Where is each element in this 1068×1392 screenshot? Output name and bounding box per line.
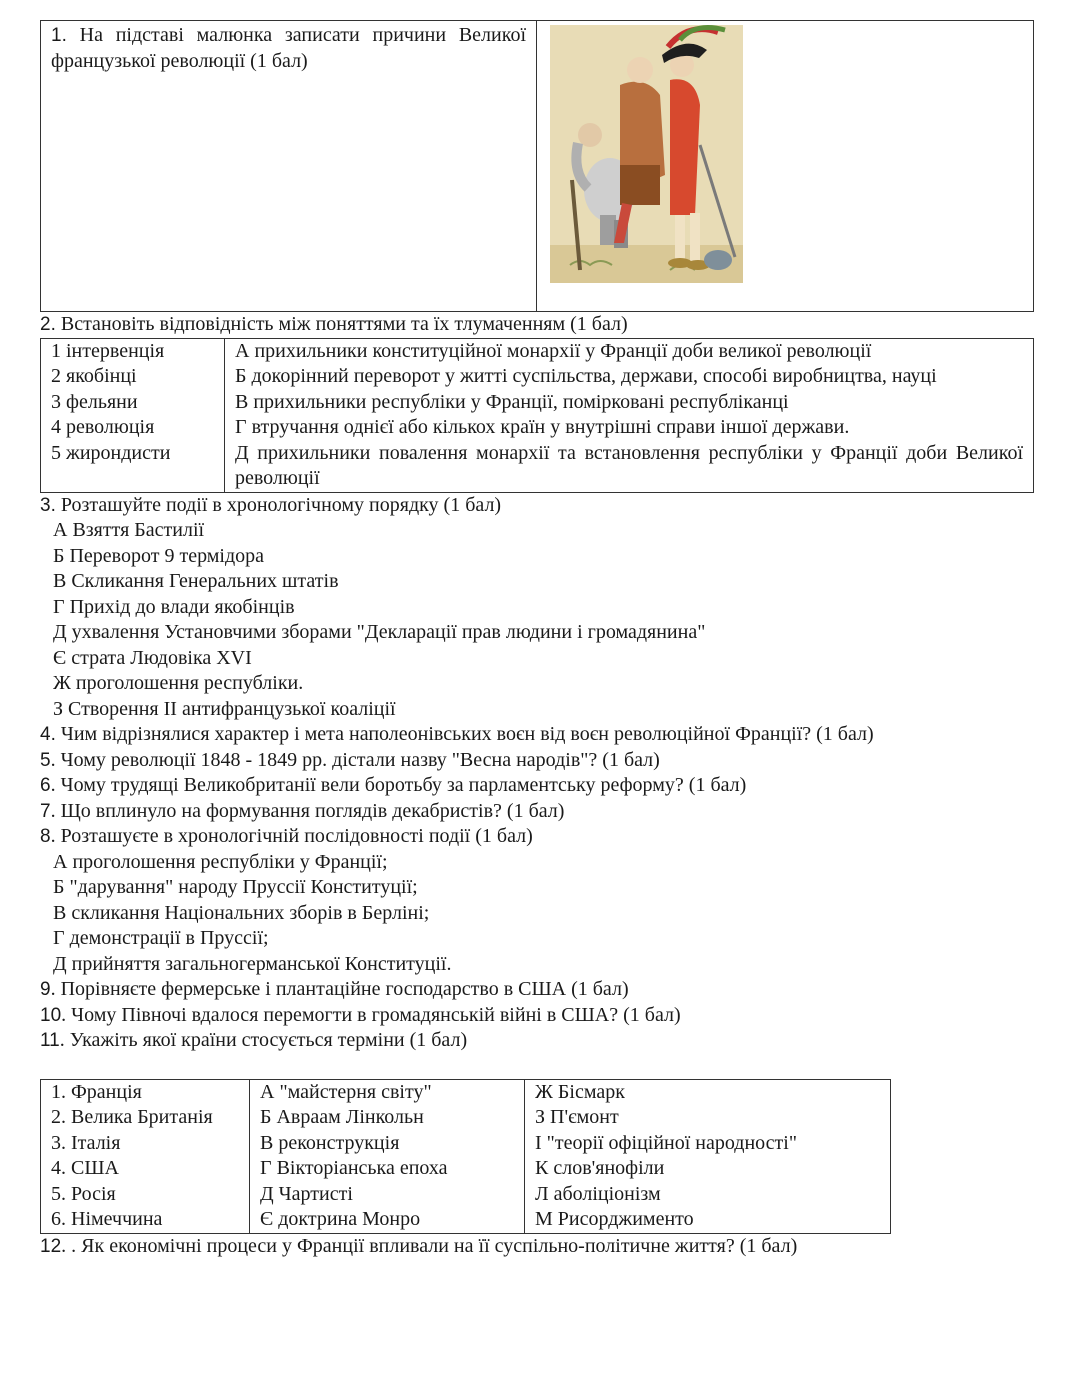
q12-number: 12 xyxy=(40,1235,62,1257)
q11-countries-column xyxy=(41,1079,250,1233)
q7-text: . Що вплинуло на формування поглядів декабристів? (1 бал) xyxy=(50,799,565,822)
q12-question xyxy=(40,1234,1034,1260)
q10-number: 10 xyxy=(40,1004,62,1026)
q8-item: Д прийняття загальногерманської Конституції. xyxy=(53,952,452,975)
q5-text: . Чому революції 1848 - 1849 рр. дістали назву "Весна народів"? (1 бал) xyxy=(50,748,660,771)
q6-number: 6 xyxy=(40,775,51,796)
q3-item: Ж проголошення республіки. xyxy=(53,672,304,694)
q3-item: А Взяття Бастилії xyxy=(53,519,205,541)
q11-country: 2. Велика Британія xyxy=(51,1106,213,1128)
q10-question xyxy=(40,1003,1034,1029)
q2-definition: Б докорінний переворот у житті суспільства, держави, способі виробництва, науці xyxy=(235,365,937,387)
q8-item: Б "дарування" народу Пруссії Конституції; xyxy=(53,876,418,898)
q5-question xyxy=(40,748,1034,774)
q11-terms-column-1 xyxy=(250,1079,525,1233)
q2-term: 1 інтервенція xyxy=(51,339,165,362)
q8-question xyxy=(40,824,1034,850)
q4-question xyxy=(40,722,1034,748)
q3-item: Є страта Людовіка XVI xyxy=(53,646,252,669)
q1-image-cell xyxy=(537,21,1033,311)
q7-question xyxy=(40,799,1034,825)
q11-term: Є доктрина Монро xyxy=(260,1208,421,1230)
q5-number: 5 xyxy=(40,749,51,771)
q10-text: . Чому Півночі вдалося перемогти в громадянській війні в США? (1 бал) xyxy=(61,1003,681,1026)
q11-term: К слов'янофіли xyxy=(535,1157,665,1179)
q2-number: 2. xyxy=(40,314,56,335)
q1-text-cell xyxy=(41,21,537,311)
q11-text: . Укажіть якої країни стосується терміни (1 бал) xyxy=(59,1029,468,1051)
q11-terms-column-2 xyxy=(525,1079,891,1233)
q11-term: Л аболіціонізм xyxy=(535,1182,661,1205)
q11-number: 11 xyxy=(40,1030,60,1051)
q7-number: 7 xyxy=(40,800,51,822)
q4-text: Чим відрізнялися характер і мета наполеонівських воєн від воєн революційної Франції? (1 бал) xyxy=(60,723,874,745)
worksheet xyxy=(40,20,1034,1259)
q11-term: М Рисорджименто xyxy=(535,1208,694,1230)
q11-term: А "майстерня світу" xyxy=(260,1080,432,1103)
q3-item: Д ухвалення Установчими зборами "Декларації прав людини і громадянина" xyxy=(53,621,706,643)
q11-term: Г Вікторіанська епоха xyxy=(260,1157,448,1179)
q11-term: Ж Бісмарк xyxy=(535,1080,625,1103)
q1-number: 1. xyxy=(51,25,67,46)
q3-item: Б Переворот 9 термідора xyxy=(53,544,265,567)
q3-number: 3. xyxy=(40,494,56,516)
q11-country: 6. Німеччина xyxy=(51,1208,163,1230)
q11-country: 3. Італія xyxy=(51,1131,121,1154)
q8-number: 8 xyxy=(40,826,51,847)
q2-term: 5 жирондисти xyxy=(51,441,171,464)
q2-term: 3 фельяни xyxy=(51,390,138,413)
q11-country: 1. Франція xyxy=(51,1080,142,1103)
q11-term: Б Авраам Лінкольн xyxy=(260,1106,424,1128)
q2-text: Встановіть відповідність між поняттями та їх тлумаченням (1 бал) xyxy=(60,313,628,335)
q6-question xyxy=(40,773,1034,799)
q2-matching-table xyxy=(40,338,1034,493)
q11-term: Д Чартисті xyxy=(260,1182,353,1205)
q4-number: 4. xyxy=(40,724,56,745)
q9-text: . Порівняєте фермерське і плантаційне господарство в США (1 бал) xyxy=(50,978,629,1000)
q3-text: Розташуйте події в хронологічному порядку (1 бал) xyxy=(60,493,502,516)
q1-box xyxy=(40,20,1034,312)
q2-term: 2 якобінці xyxy=(51,365,137,387)
q1-text: На підставі малюнка записати причини Великої французької революції (1 бал) xyxy=(51,24,526,72)
q8-item: В скликання Національних зборів в Берліні; xyxy=(53,901,430,924)
q11-country: 5. Росія xyxy=(51,1182,116,1205)
q11-question xyxy=(40,1028,1034,1054)
q9-number: 9 xyxy=(40,979,51,1000)
q2-definition: В прихильники республіки у Франції, помірковані республіканці xyxy=(235,390,789,413)
q9-question xyxy=(40,977,1034,1003)
q3-item: Г Прихід до влади якобінців xyxy=(53,595,295,618)
q6-text: . Чому трудящі Великобританії вели боротьбу за парламентську реформу? (1 бал) xyxy=(50,774,747,796)
q3-item: В Скликання Генеральних штатів xyxy=(53,570,339,592)
q2-definitions-column xyxy=(225,338,1034,492)
q2-definition: Г втручання однієї або кількох країн у внутрішні справи іншої держави. xyxy=(235,416,850,438)
q3-question xyxy=(40,493,1034,519)
q2-question xyxy=(40,312,1034,338)
q8-text: . Розташуєте в хронологічній послідовності події (1 бал) xyxy=(50,825,533,847)
q2-definition: А прихильники конституційної монархії у Франції доби великої революції xyxy=(235,339,872,362)
q2-term: 4 революція xyxy=(51,416,155,438)
q1-question xyxy=(51,23,526,74)
q3-item: З Створення II антифранцузької коаліції xyxy=(53,697,396,720)
q11-country: 4. США xyxy=(51,1157,119,1179)
q8-item: Г демонстрації в Пруссії; xyxy=(53,927,269,949)
q2-terms-column xyxy=(41,338,225,492)
q11-term: І "теорії офіційної народності" xyxy=(535,1131,798,1154)
q11-term: В реконструкція xyxy=(260,1131,400,1154)
q2-definition: Д прихильники повалення монархії та встановлення республіки у Франції доби Великої революції xyxy=(235,441,1023,489)
q12-text: . . Як економічні процеси у Франції впливали на її суспільно-політичне життя? (1 бал) xyxy=(61,1234,798,1257)
q8-item: А проголошення республіки у Франції; xyxy=(53,850,388,873)
q11-matching-table xyxy=(40,1079,891,1234)
caricature-three-estates-illustration xyxy=(550,25,743,283)
q11-term: З П'ємонт xyxy=(535,1106,619,1128)
